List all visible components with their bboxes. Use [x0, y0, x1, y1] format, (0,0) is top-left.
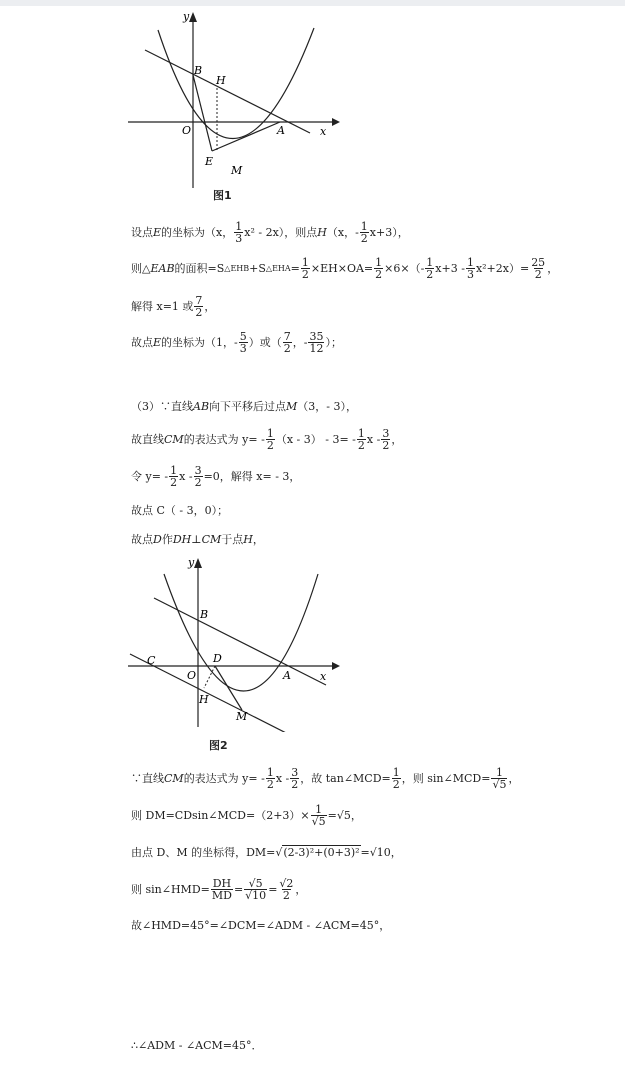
l11-b: =√5，	[327, 809, 362, 822]
l13-a: 则 sin∠HMD=	[131, 883, 210, 896]
l6-f: ，	[391, 433, 403, 446]
l5-c: 向下平移后过点	[209, 400, 287, 413]
l10-g: ，	[508, 772, 520, 785]
l2-a: 则△	[131, 262, 151, 275]
l9-b: D	[153, 532, 162, 546]
fig1-label-B: B	[194, 64, 203, 77]
figure-2	[120, 552, 340, 732]
l10-a: ∵直线	[131, 772, 164, 785]
l4-f1d: 3	[239, 341, 247, 355]
l10-c: 的表达式为 y= -	[183, 772, 265, 785]
l3-fn: 7	[195, 293, 203, 307]
fig1-label-x: x	[320, 125, 327, 138]
figure-2-diagram	[120, 552, 340, 732]
l2-f2d: 2	[375, 267, 383, 281]
l12-b: =√10，	[360, 846, 402, 859]
fig1-label-A: A	[277, 124, 285, 137]
l10-f4n: 1	[495, 765, 503, 779]
l6-b: CM	[164, 432, 184, 446]
l13-f3d: 2	[282, 888, 290, 902]
l1-frac2	[360, 221, 369, 244]
l12-rad: (2-3)²+(0+3)²	[283, 846, 360, 859]
l7-b: x -	[179, 469, 193, 483]
figure-2-caption: 图2	[209, 739, 228, 752]
l7-frac1	[169, 465, 178, 488]
l4-f3n: 35	[309, 329, 324, 343]
l6-d: （x - 3） - 3= -	[275, 433, 356, 446]
l7-frac2	[194, 465, 203, 488]
l5-b: AB	[193, 399, 210, 413]
l2-s2: △EHA	[265, 263, 291, 273]
l1-f1n: 1	[235, 219, 243, 233]
l15-a: ∴∠ADM - ∠ACM=45°．	[131, 1039, 263, 1052]
l2-h: x+3 -	[435, 261, 465, 275]
l10-f3n: 1	[392, 765, 400, 779]
l6-c: 的表达式为 y= -	[183, 433, 265, 446]
fig2-label-B: B	[200, 608, 209, 621]
fig2-label-A: A	[283, 669, 291, 682]
text-line-5	[131, 396, 357, 416]
l2-f4n: 1	[466, 255, 474, 269]
l6-a: 故直线	[131, 433, 164, 446]
l1-f2d: 2	[360, 231, 368, 245]
l5-e: （3，- 3），	[297, 400, 358, 413]
fig1-label-E: E	[205, 155, 214, 168]
l2-f5d: 2	[534, 267, 542, 281]
l13-f3n: √2	[279, 876, 294, 890]
text-line-9	[131, 529, 264, 549]
l6-f1d: 2	[266, 438, 274, 452]
text-line-2	[131, 253, 558, 283]
fig2-label-y: y	[188, 556, 195, 569]
l9-g: ，	[252, 533, 264, 546]
l4-f3d: 12	[309, 341, 324, 355]
l13-f1d: MD	[211, 888, 232, 902]
text-line-7	[131, 461, 300, 491]
l4-e: ，-	[292, 336, 308, 349]
l13-frac1	[211, 878, 233, 901]
l2-c: 的面积=S	[174, 262, 225, 275]
l9-e: 于点	[221, 533, 244, 546]
fig2-label-M: M	[236, 710, 248, 723]
figure-1-diagram	[120, 8, 340, 193]
l1-f2n: 1	[360, 219, 368, 233]
l1-a: 设点	[131, 226, 153, 239]
text-line-13	[131, 872, 306, 906]
l6-frac3	[381, 428, 390, 451]
l14-a: 故∠HMD=45°=∠DCM=∠ADM - ∠ACM=45°，	[131, 919, 391, 932]
fig1-label-M: M	[231, 164, 243, 177]
l2-f3d: 2	[426, 267, 434, 281]
l10-f: ，则 sin∠MCD=	[401, 772, 491, 785]
l4-c: 的坐标为（1，-	[161, 336, 238, 349]
l10-e: ，故 tan∠MCD=	[300, 772, 391, 785]
l2-j: ，	[547, 262, 559, 275]
l4-f2d: 2	[283, 341, 291, 355]
l2-f1d: 2	[301, 267, 309, 281]
l8-a: 故点 C（ - 3，0）；	[131, 504, 229, 517]
text-line-14	[131, 915, 390, 935]
fig2-label-O: O	[187, 669, 197, 682]
l2-d: +S	[249, 261, 266, 275]
text-line-15	[131, 1035, 263, 1055]
l13-frac2	[244, 878, 267, 901]
l10-f4d: √5	[492, 777, 507, 791]
l7-a: 令 y= -	[131, 470, 169, 483]
l4-frac2	[283, 331, 292, 354]
fig2-label-C: C	[147, 654, 156, 667]
top-bar	[0, 0, 625, 6]
l7-c: =0，解得 x= - 3，	[203, 470, 301, 483]
l6-frac1	[266, 428, 275, 451]
l3-fd: 2	[195, 305, 203, 319]
l1-e: H	[317, 225, 327, 239]
l10-b: CM	[164, 771, 184, 785]
l2-b: EAB	[150, 261, 175, 275]
l4-frac1	[239, 331, 248, 354]
l4-b: E	[153, 335, 162, 349]
l7-f1n: 1	[170, 463, 178, 477]
text-line-3	[131, 291, 215, 321]
l10-f3d: 2	[392, 777, 400, 791]
l7-f2n: 3	[194, 463, 202, 477]
l1-frac1	[234, 221, 243, 244]
text-line-11	[131, 799, 362, 831]
l2-s1: △EHB	[224, 263, 250, 273]
l10-f2n: 3	[291, 765, 299, 779]
fig2-label-H: H	[199, 693, 209, 706]
l7-f1d: 2	[170, 475, 178, 489]
l1-b: E	[153, 225, 162, 239]
l10-frac4	[491, 767, 507, 790]
text-line-8	[131, 500, 228, 520]
fig1-label-H: H	[216, 74, 226, 87]
text-line-10	[131, 762, 519, 794]
l2-frac3	[425, 257, 434, 280]
radical-sign-icon: √	[275, 845, 283, 859]
l2-f5n: 25	[531, 255, 546, 269]
l10-f1n: 1	[266, 765, 274, 779]
text-line-1	[131, 217, 409, 247]
l6-f3d: 2	[382, 438, 390, 452]
l2-f: ×EH×OA=	[310, 261, 374, 275]
l4-frac3	[308, 331, 324, 354]
text-line-4	[131, 327, 342, 357]
l9-c: 作	[161, 533, 173, 546]
l6-frac2	[357, 428, 366, 451]
l3-a: 解得 x=1 或	[131, 300, 194, 313]
l13-f2d: √10	[245, 888, 267, 902]
l10-f1d: 2	[266, 777, 274, 791]
l10-frac3	[392, 767, 401, 790]
l11-fn: 1	[315, 802, 323, 816]
l13-d: ，	[295, 883, 307, 896]
l1-f1d: 3	[235, 231, 243, 245]
l5-a: （3）∵直线	[131, 400, 193, 413]
fig2-label-D: D	[213, 652, 222, 665]
l2-f4d: 3	[466, 267, 474, 281]
l5-d: M	[286, 399, 298, 413]
figure-1	[120, 8, 340, 193]
l2-frac4	[466, 257, 475, 280]
l9-f: H	[243, 532, 253, 546]
l2-i: x²+2x）=	[475, 262, 530, 275]
l6-e: x -	[366, 432, 381, 446]
l4-d: ）或（	[248, 336, 282, 349]
l6-f1n: 1	[266, 426, 274, 440]
l2-frac2	[374, 257, 383, 280]
l4-a: 故点	[131, 336, 153, 349]
fig1-label-y: y	[183, 10, 190, 23]
l3-b: ，	[204, 300, 216, 313]
l10-d: x -	[275, 771, 290, 785]
l2-e: =	[290, 261, 300, 275]
l13-c: =	[268, 882, 278, 896]
l2-f1n: 1	[301, 255, 309, 269]
text-line-6	[131, 424, 402, 454]
l12-sqrt	[275, 845, 360, 859]
l4-f2n: 7	[283, 329, 291, 343]
l7-f2d: 2	[194, 475, 202, 489]
l13-f1n: DH	[212, 876, 232, 890]
l10-f2d: 2	[291, 777, 299, 791]
l6-f3n: 3	[382, 426, 390, 440]
l1-d: x² - 2x），则点	[244, 226, 318, 239]
l10-frac1	[266, 767, 275, 790]
fig2-label-x: x	[320, 670, 327, 683]
l1-g: x+3），	[369, 226, 409, 239]
l13-f2n: √5	[248, 876, 263, 890]
text-line-12	[131, 840, 402, 864]
l11-frac	[311, 804, 327, 827]
l4-f: ）；	[325, 336, 342, 349]
l2-frac1	[301, 257, 310, 280]
l6-f2d: 2	[357, 438, 365, 452]
l4-f1n: 5	[239, 329, 247, 343]
l1-f: （x，-	[326, 226, 359, 239]
l9-a: 故点	[131, 533, 153, 546]
l13-frac3	[278, 878, 294, 901]
l6-f2n: 1	[357, 426, 365, 440]
l2-g: ×6×（-	[384, 262, 425, 275]
l2-f3n: 1	[426, 255, 434, 269]
l10-frac2	[290, 767, 299, 790]
figure-1-caption: 图1	[213, 189, 232, 202]
l1-c: 的坐标为（x，	[161, 226, 234, 239]
l12-a: 由点 D、M 的坐标得，DM=	[131, 846, 276, 859]
l11-fd: √5	[311, 814, 326, 828]
fig1-label-O: O	[182, 124, 192, 137]
l3-frac	[194, 295, 203, 318]
l9-d: DH⊥CM	[172, 532, 222, 546]
l2-frac5	[530, 257, 546, 280]
l13-b: =	[233, 882, 244, 896]
l11-a: 则 DM=CDsin∠MCD=（2+3）×	[131, 809, 310, 822]
l2-f2n: 1	[375, 255, 383, 269]
